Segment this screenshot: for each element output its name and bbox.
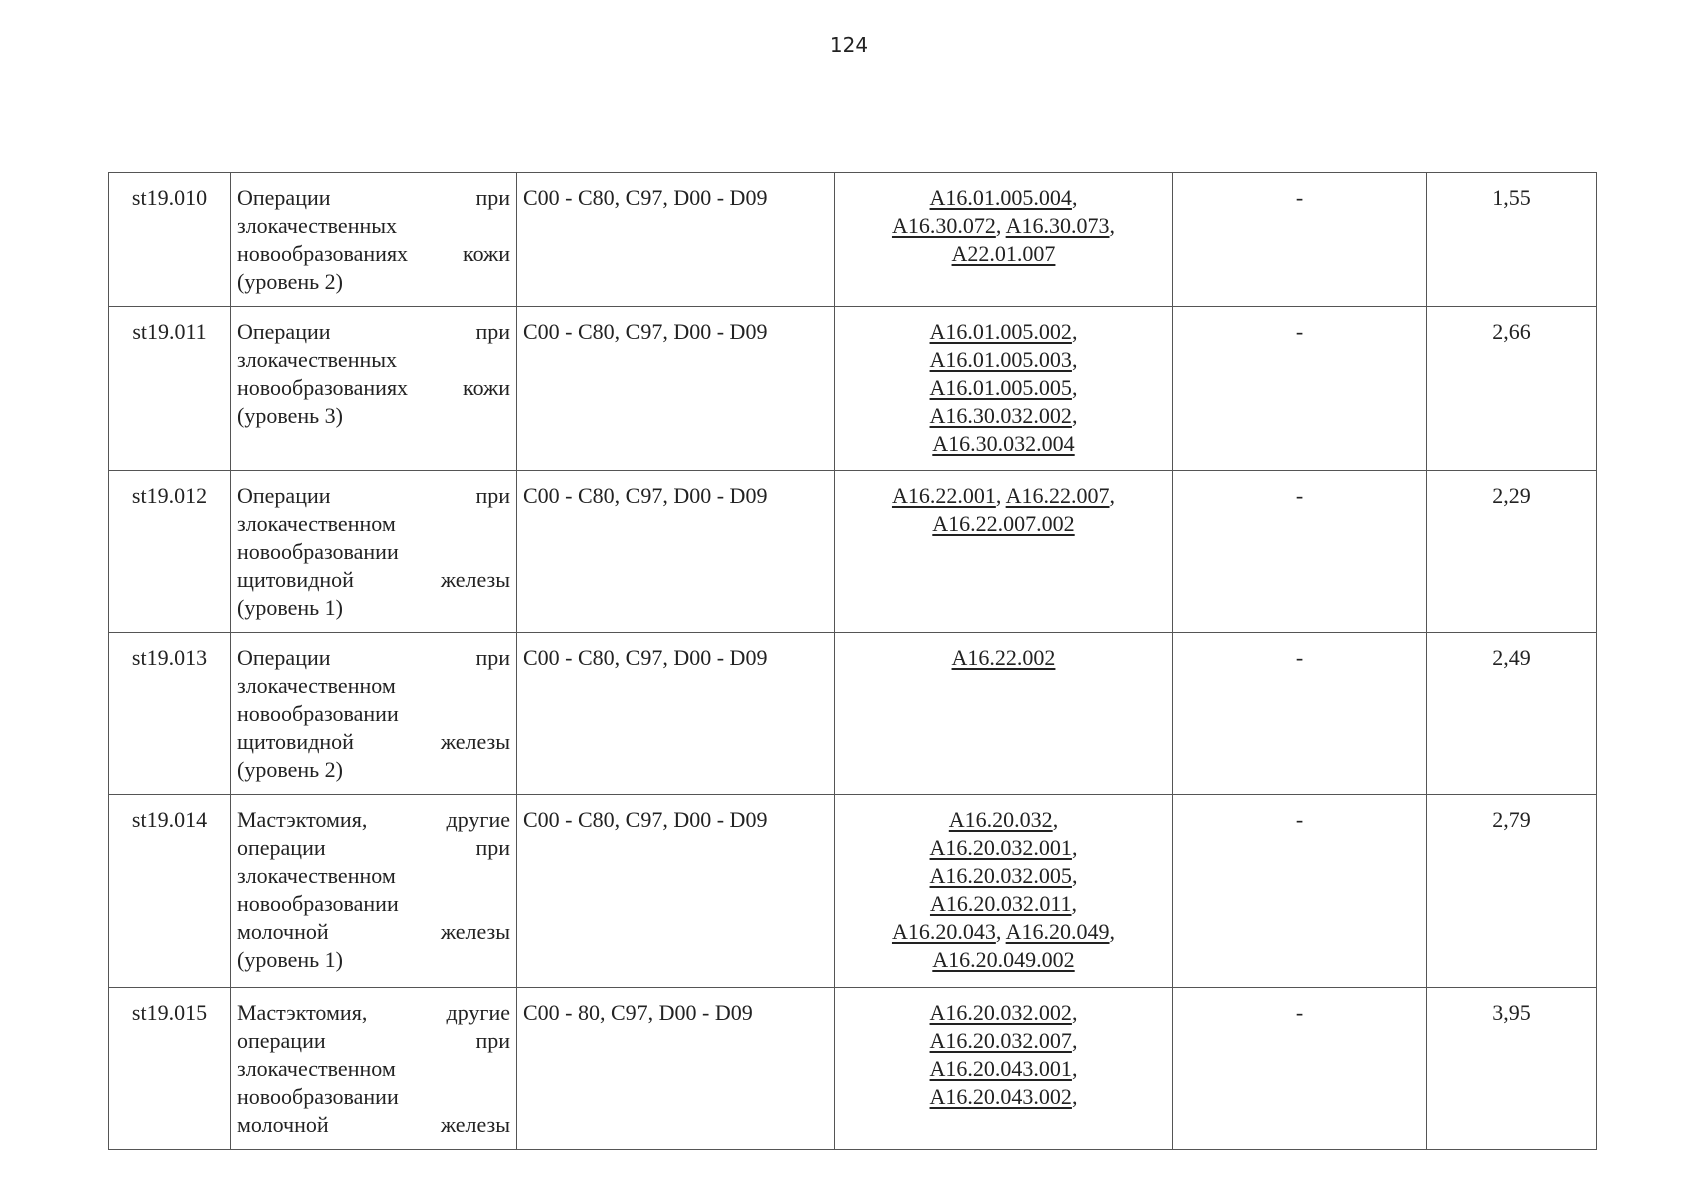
operations-line: A16.01.005.004, bbox=[929, 185, 1078, 210]
cell-other-criteria: - bbox=[1173, 633, 1427, 795]
operation-link[interactable]: A16.30.073 bbox=[1005, 213, 1110, 238]
cell-name bbox=[231, 307, 517, 471]
cell-coefficient: 2,29 bbox=[1427, 471, 1597, 633]
name-line: операции при bbox=[237, 1028, 510, 1053]
name-line: Операции при bbox=[237, 185, 510, 210]
cell-name bbox=[231, 633, 517, 795]
operations-line: A16.20.043.002, bbox=[929, 1084, 1078, 1109]
name-line: Операции при bbox=[237, 645, 510, 670]
operation-link[interactable]: A16.30.032.004 bbox=[932, 431, 1075, 456]
name-line: молочной железы bbox=[237, 919, 510, 944]
cell-code: st19.013 bbox=[109, 633, 231, 795]
name-line: злокачественных bbox=[237, 213, 398, 238]
operation-link[interactable]: A16.01.005.002 bbox=[929, 319, 1072, 344]
cell-other-criteria: - bbox=[1173, 307, 1427, 471]
table-body bbox=[109, 173, 1597, 1150]
operations-line bbox=[841, 644, 1166, 672]
operation-link[interactable]: A16.20.032.005 bbox=[929, 863, 1072, 888]
operations-line: A16.20.032.002, bbox=[929, 1000, 1078, 1025]
operations-line bbox=[841, 240, 1166, 268]
cell-coefficient: 1,55 bbox=[1427, 173, 1597, 307]
operation-link[interactable]: A16.30.072 bbox=[891, 213, 996, 238]
cell-diagnoses: C00 - 80, C97, D00 - D09 bbox=[517, 988, 835, 1150]
cell-diagnoses: C00 - C80, C97, D00 - D09 bbox=[517, 633, 835, 795]
operations-line bbox=[841, 430, 1166, 458]
name-line: операции при bbox=[237, 835, 510, 860]
operation-link[interactable]: A16.20.043.002 bbox=[929, 1084, 1072, 1109]
cell-code: st19.010 bbox=[109, 173, 231, 307]
name-line: новообразовании bbox=[237, 539, 399, 564]
operation-link[interactable]: A16.01.005.003 bbox=[929, 347, 1072, 372]
cell-coefficient: 2,49 bbox=[1427, 633, 1597, 795]
operation-link[interactable]: A16.01.005.005 bbox=[929, 375, 1072, 400]
name-line: Операции при bbox=[237, 319, 510, 344]
cell-coefficient: 2,66 bbox=[1427, 307, 1597, 471]
name-line: новообразовании bbox=[237, 891, 399, 916]
operation-link[interactable]: A16.20.032.007 bbox=[929, 1028, 1072, 1053]
cell-code: st19.015 bbox=[109, 988, 231, 1150]
operations-line bbox=[841, 946, 1166, 974]
operation-link[interactable]: A16.30.032.002 bbox=[929, 403, 1072, 428]
operation-link[interactable]: A16.01.005.004 bbox=[929, 185, 1072, 210]
name-line: щитовидной железы bbox=[237, 567, 510, 592]
operations-line: A16.20.032.011, bbox=[929, 891, 1078, 916]
operations-line: A16.30.032.002, bbox=[929, 403, 1078, 428]
cell-name bbox=[231, 795, 517, 988]
operation-link[interactable]: A16.22.007 bbox=[1005, 483, 1110, 508]
operation-link[interactable]: A16.20.032.011 bbox=[929, 891, 1072, 916]
operation-link[interactable]: A16.20.032.002 bbox=[929, 1000, 1072, 1025]
operations-line: A16.01.005.003, bbox=[929, 347, 1078, 372]
name-line: Мастэктомия, другие bbox=[237, 807, 510, 832]
operations-line: A16.20.043.001, bbox=[929, 1056, 1078, 1081]
table-row bbox=[109, 173, 1597, 307]
operations-line: A16.20.032.001, bbox=[929, 835, 1078, 860]
cell-operations bbox=[835, 988, 1173, 1150]
cell-operations bbox=[835, 471, 1173, 633]
ksg-table bbox=[108, 172, 1597, 1150]
cell-operations bbox=[835, 173, 1173, 307]
cell-operations bbox=[835, 633, 1173, 795]
name-line: (уровень 3) bbox=[237, 403, 343, 428]
name-line: новообразовании bbox=[237, 701, 399, 726]
cell-other-criteria: - bbox=[1173, 795, 1427, 988]
name-line: новообразованиях кожи bbox=[237, 375, 510, 400]
name-line: злокачественном bbox=[237, 1056, 396, 1081]
cell-other-criteria: - bbox=[1173, 988, 1427, 1150]
cell-diagnoses: C00 - C80, C97, D00 - D09 bbox=[517, 173, 835, 307]
operation-link[interactable]: A22.01.007 bbox=[951, 241, 1056, 266]
operations-line: A16.20.032.005, bbox=[929, 863, 1078, 888]
cell-operations bbox=[835, 307, 1173, 471]
cell-diagnoses: C00 - C80, C97, D00 - D09 bbox=[517, 307, 835, 471]
name-line: (уровень 2) bbox=[237, 269, 343, 294]
operations-line bbox=[841, 510, 1166, 538]
cell-other-criteria: - bbox=[1173, 471, 1427, 633]
name-line: (уровень 1) bbox=[237, 595, 343, 620]
table-row bbox=[109, 633, 1597, 795]
name-line: (уровень 2) bbox=[237, 757, 343, 782]
table-row bbox=[109, 471, 1597, 633]
name-line: Операции при bbox=[237, 483, 510, 508]
name-line: злокачественном bbox=[237, 863, 396, 888]
operation-link[interactable]: A16.22.002 bbox=[951, 645, 1056, 670]
operation-link[interactable]: A16.20.032 bbox=[948, 807, 1053, 832]
operation-link[interactable]: A16.20.049 bbox=[1005, 919, 1110, 944]
operation-link[interactable]: A16.22.001 bbox=[891, 483, 996, 508]
name-line: злокачественном bbox=[237, 511, 396, 536]
operations-line: A16.30.072, A16.30.073, bbox=[891, 213, 1116, 238]
name-line: Мастэктомия, другие bbox=[237, 1000, 510, 1025]
operations-line: A16.01.005.002, bbox=[929, 319, 1078, 344]
cell-diagnoses: C00 - C80, C97, D00 - D09 bbox=[517, 471, 835, 633]
operations-line: A16.20.043, A16.20.049, bbox=[891, 919, 1116, 944]
cell-code: st19.012 bbox=[109, 471, 231, 633]
cell-code: st19.011 bbox=[109, 307, 231, 471]
cell-name bbox=[231, 173, 517, 307]
cell-name bbox=[231, 988, 517, 1150]
operations-line: A16.01.005.005, bbox=[929, 375, 1078, 400]
operation-link[interactable]: A16.20.049.002 bbox=[932, 947, 1075, 972]
cell-operations bbox=[835, 795, 1173, 988]
operations-line: A16.20.032, bbox=[948, 807, 1059, 832]
cell-coefficient: 3,95 bbox=[1427, 988, 1597, 1150]
cell-diagnoses: C00 - C80, C97, D00 - D09 bbox=[517, 795, 835, 988]
cell-other-criteria: - bbox=[1173, 173, 1427, 307]
table-row bbox=[109, 307, 1597, 471]
name-line: молочной железы bbox=[237, 1112, 510, 1137]
operation-link[interactable]: A16.20.043.001 bbox=[929, 1056, 1072, 1081]
table-row bbox=[109, 988, 1597, 1150]
cell-coefficient: 2,79 bbox=[1427, 795, 1597, 988]
name-line: щитовидной железы bbox=[237, 729, 510, 754]
name-line: новообразованиях кожи bbox=[237, 241, 510, 266]
name-line: (уровень 1) bbox=[237, 947, 343, 972]
name-line: злокачественном bbox=[237, 673, 396, 698]
name-line: новообразовании bbox=[237, 1084, 399, 1109]
page-number: 124 bbox=[829, 33, 869, 57]
cell-code: st19.014 bbox=[109, 795, 231, 988]
operation-link[interactable]: A16.20.032.001 bbox=[929, 835, 1072, 860]
operations-line: A16.22.001, A16.22.007, bbox=[891, 483, 1116, 508]
operations-line: A16.20.032.007, bbox=[929, 1028, 1078, 1053]
cell-name bbox=[231, 471, 517, 633]
operation-link[interactable]: A16.20.043 bbox=[891, 919, 996, 944]
name-line: злокачественных bbox=[237, 347, 398, 372]
table-row bbox=[109, 795, 1597, 988]
operation-link[interactable]: A16.22.007.002 bbox=[932, 511, 1075, 536]
